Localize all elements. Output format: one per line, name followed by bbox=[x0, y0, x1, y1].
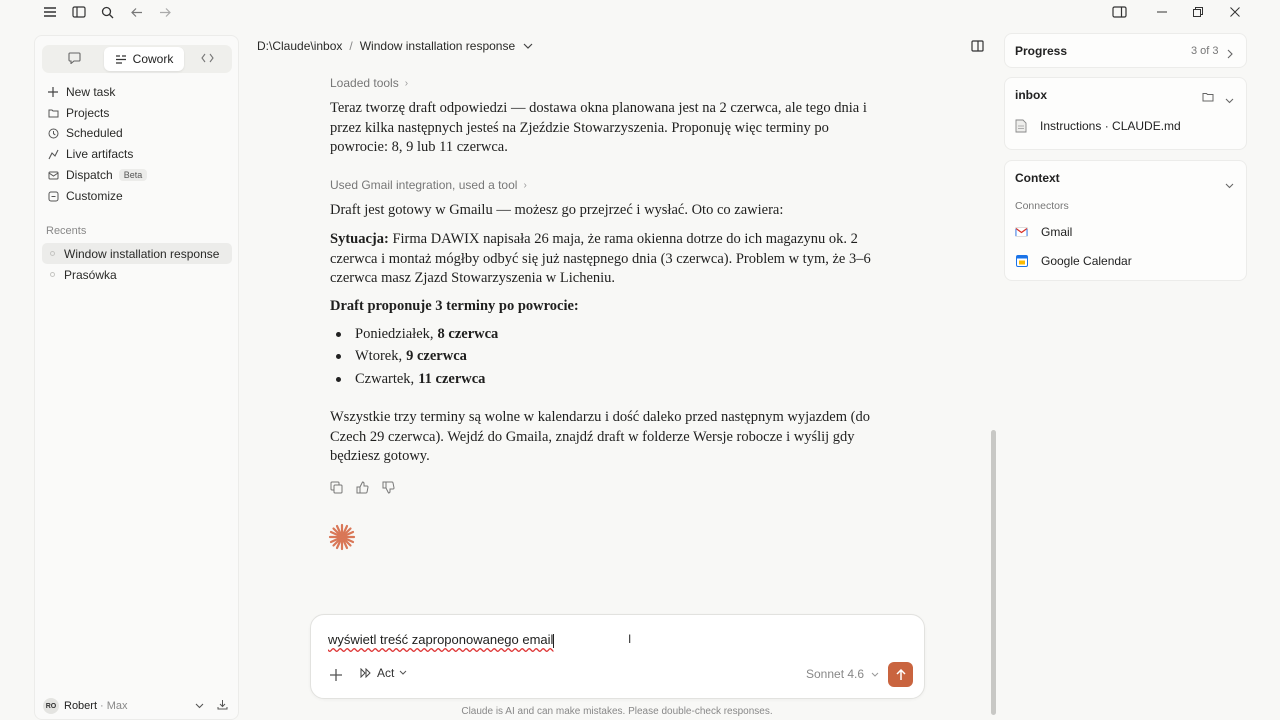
avatar: RO bbox=[43, 698, 59, 714]
recent-item-label: Prasówka bbox=[64, 267, 117, 282]
option-day: Wtorek, bbox=[355, 348, 403, 364]
recent-item-label: Window installation response bbox=[64, 246, 220, 261]
artifact-icon bbox=[47, 148, 59, 160]
sidebar-item-projects[interactable] bbox=[47, 104, 109, 122]
option-date: 11 czerwca bbox=[418, 371, 486, 387]
file-icon bbox=[1015, 119, 1027, 133]
loaded-tools-toggle[interactable] bbox=[330, 76, 408, 90]
chevron-down-icon[interactable] bbox=[523, 43, 533, 50]
sidebar-item-live-artifacts[interactable] bbox=[47, 145, 133, 163]
sidebar-item-label: Scheduled bbox=[66, 126, 123, 140]
mode-switcher bbox=[42, 45, 232, 73]
breadcrumb bbox=[257, 37, 533, 55]
title-bar bbox=[0, 0, 1280, 24]
inbox-card bbox=[1004, 77, 1247, 150]
situation-paragraph bbox=[330, 230, 890, 289]
message-actions bbox=[329, 480, 395, 494]
connector-gmail[interactable] bbox=[1015, 225, 1072, 239]
arrow-up-icon bbox=[896, 669, 906, 681]
connectors-label: Connectors bbox=[1015, 200, 1069, 212]
sidebar-item-label: New task bbox=[66, 85, 116, 99]
tab-code[interactable] bbox=[184, 47, 230, 71]
chevron-right-icon: › bbox=[404, 77, 409, 89]
recent-item-window-installation[interactable] bbox=[42, 243, 232, 264]
fast-forward-icon bbox=[360, 668, 372, 678]
list-item bbox=[336, 371, 485, 388]
thumbs-down-icon[interactable] bbox=[381, 480, 395, 494]
connector-google-calendar[interactable] bbox=[1015, 254, 1132, 268]
bullet-dot bbox=[336, 332, 341, 337]
customize-icon bbox=[47, 190, 59, 202]
mode-selector[interactable] bbox=[360, 666, 407, 680]
inbox-title: inbox bbox=[1015, 88, 1047, 102]
mode-label: Act bbox=[377, 666, 395, 680]
message-composer bbox=[310, 614, 925, 699]
name-separator: · bbox=[100, 700, 104, 712]
add-attachment-button[interactable] bbox=[330, 665, 342, 686]
back-icon[interactable] bbox=[128, 4, 144, 20]
page-title[interactable]: Window installation response bbox=[359, 39, 516, 53]
model-label: Sonnet 4.6 bbox=[806, 667, 865, 681]
chat-icon bbox=[68, 52, 81, 67]
restore-icon[interactable] bbox=[1180, 0, 1216, 24]
panel-toggle-icon[interactable] bbox=[1111, 4, 1127, 20]
user-name: Robert bbox=[64, 700, 98, 712]
cowork-icon bbox=[115, 54, 127, 65]
thumbs-up-icon[interactable] bbox=[355, 480, 369, 494]
text-caret bbox=[553, 634, 554, 648]
google-calendar-icon bbox=[1015, 255, 1028, 268]
chevron-right-icon: › bbox=[523, 179, 527, 191]
close-icon[interactable] bbox=[1217, 0, 1253, 24]
disclaimer: Claude is AI and can make mistakes. Please double-check responses. bbox=[461, 706, 773, 717]
minimize-icon[interactable] bbox=[1144, 0, 1180, 24]
message-input[interactable] bbox=[328, 632, 554, 648]
copy-icon[interactable] bbox=[329, 480, 343, 494]
side-panel-toggle-icon[interactable] bbox=[971, 39, 984, 57]
send-button[interactable] bbox=[888, 662, 913, 687]
sidebar-item-label: Customize bbox=[66, 189, 123, 203]
file-item-instructions[interactable] bbox=[1015, 119, 1181, 133]
message-input-text: wyświetl treść zaproponowanego email bbox=[328, 632, 554, 647]
user-plan: Max bbox=[106, 700, 128, 712]
gmail-icon bbox=[1015, 226, 1028, 239]
context-title: Context bbox=[1015, 171, 1060, 185]
context-card bbox=[1004, 160, 1247, 281]
folder-icon bbox=[47, 107, 59, 119]
file-label: Instructions · CLAUDE.md bbox=[1040, 119, 1181, 133]
sidebar-item-scheduled[interactable] bbox=[47, 124, 123, 142]
option-day: Czwartek, bbox=[355, 371, 415, 387]
assistant-paragraph: Draft jest gotowy w Gmailu — możesz go przejrzeć i wysłać. Oto co zawiera: bbox=[330, 202, 784, 218]
sidebar bbox=[34, 35, 239, 720]
tab-cowork[interactable] bbox=[104, 47, 184, 71]
scrollbar[interactable] bbox=[991, 430, 996, 715]
list-item bbox=[336, 348, 467, 365]
connector-label: Google Calendar bbox=[1041, 254, 1132, 268]
sidebar-item-label: Live artifacts bbox=[66, 147, 134, 161]
dispatch-icon bbox=[47, 169, 59, 181]
beta-badge: Beta bbox=[119, 169, 148, 181]
draft-heading: Draft proponuje 3 terminy po powrocie: bbox=[330, 298, 579, 314]
loaded-tools-label: Loaded tools bbox=[330, 76, 399, 90]
sidebar-item-customize[interactable] bbox=[47, 187, 123, 205]
assistant-paragraph: Teraz tworzę draft odpowiedzi — dostawa okna planowana jest na 2 czerwca, ale tego dnia i przez kilka następnych jesteś na Zjeździe Stowarzyszenia. Proponuję więc terminy po powrocie: 8, 9 lub 11 czerwca. bbox=[330, 100, 867, 155]
clock-icon bbox=[47, 127, 59, 139]
used-tool-label: Used Gmail integration, used a tool bbox=[330, 178, 518, 192]
breadcrumb-path[interactable]: D:\Claude\inbox bbox=[257, 39, 343, 53]
model-selector[interactable] bbox=[806, 667, 879, 681]
recents-heading: Recents bbox=[46, 225, 87, 237]
progress-title: Progress bbox=[1015, 44, 1068, 58]
menu-icon[interactable] bbox=[42, 4, 58, 20]
search-icon[interactable] bbox=[99, 4, 115, 20]
sidebar-item-dispatch[interactable] bbox=[47, 166, 147, 184]
folder-icon[interactable] bbox=[1202, 89, 1214, 107]
code-icon bbox=[201, 52, 214, 66]
assistant-paragraph: Wszystkie trzy terminy są wolne w kalendarzu i dość daleko przed następnym wyjazdem (do Czech 29 czerwca). Wejdź do Gmaila, znajdź draft w folderze Wersje robocze i wyślij gdy będziesz gotowy. bbox=[330, 409, 870, 464]
list-item bbox=[336, 326, 498, 343]
option-date: 9 czerwca bbox=[406, 348, 467, 364]
connector-label: Gmail bbox=[1041, 225, 1073, 239]
chevron-right-icon bbox=[1227, 46, 1233, 64]
status-dot bbox=[50, 272, 55, 277]
status-dot bbox=[50, 251, 55, 256]
plus-icon bbox=[47, 86, 59, 98]
chevron-down-icon bbox=[871, 672, 879, 678]
tab-chat[interactable] bbox=[44, 47, 104, 71]
bullet-dot bbox=[336, 377, 341, 382]
situation-label: Sytuacja: bbox=[330, 231, 389, 247]
used-tool-toggle[interactable] bbox=[330, 178, 527, 192]
bullet-dot bbox=[336, 354, 341, 359]
progress-card[interactable] bbox=[1004, 33, 1247, 68]
sidebar-item-label: Projects bbox=[66, 106, 110, 120]
claude-logo-icon bbox=[328, 523, 356, 556]
recent-item-prasowka[interactable] bbox=[42, 264, 232, 285]
option-date: 8 czerwca bbox=[437, 326, 499, 342]
forward-icon[interactable] bbox=[157, 4, 173, 20]
situation-text: Firma DAWIX napisała 26 maja, że rama okienna dotrze do ich magazynu ok. 2 czerwca i montaż mógłby odbyć się już następnego dnia (3 czerwca). Problem w tym, że 3–6 czerwca masz Zjazd Stowarzyszenia w Licheniu. bbox=[330, 231, 871, 286]
sidebar-item-label: Dispatch bbox=[66, 168, 113, 182]
tab-cowork-label: Cowork bbox=[132, 52, 174, 66]
text-cursor-icon: I bbox=[628, 632, 632, 646]
breadcrumb-separator: / bbox=[349, 39, 353, 53]
progress-count: 3 of 3 bbox=[1191, 45, 1219, 57]
sidebar-toggle-icon[interactable] bbox=[71, 4, 87, 20]
sidebar-item-new-task[interactable] bbox=[47, 83, 115, 101]
chevron-down-icon bbox=[399, 670, 407, 676]
chevron-down-icon[interactable] bbox=[1225, 176, 1234, 194]
option-day: Poniedziałek, bbox=[355, 326, 434, 342]
chevron-down-icon[interactable] bbox=[1225, 91, 1234, 109]
